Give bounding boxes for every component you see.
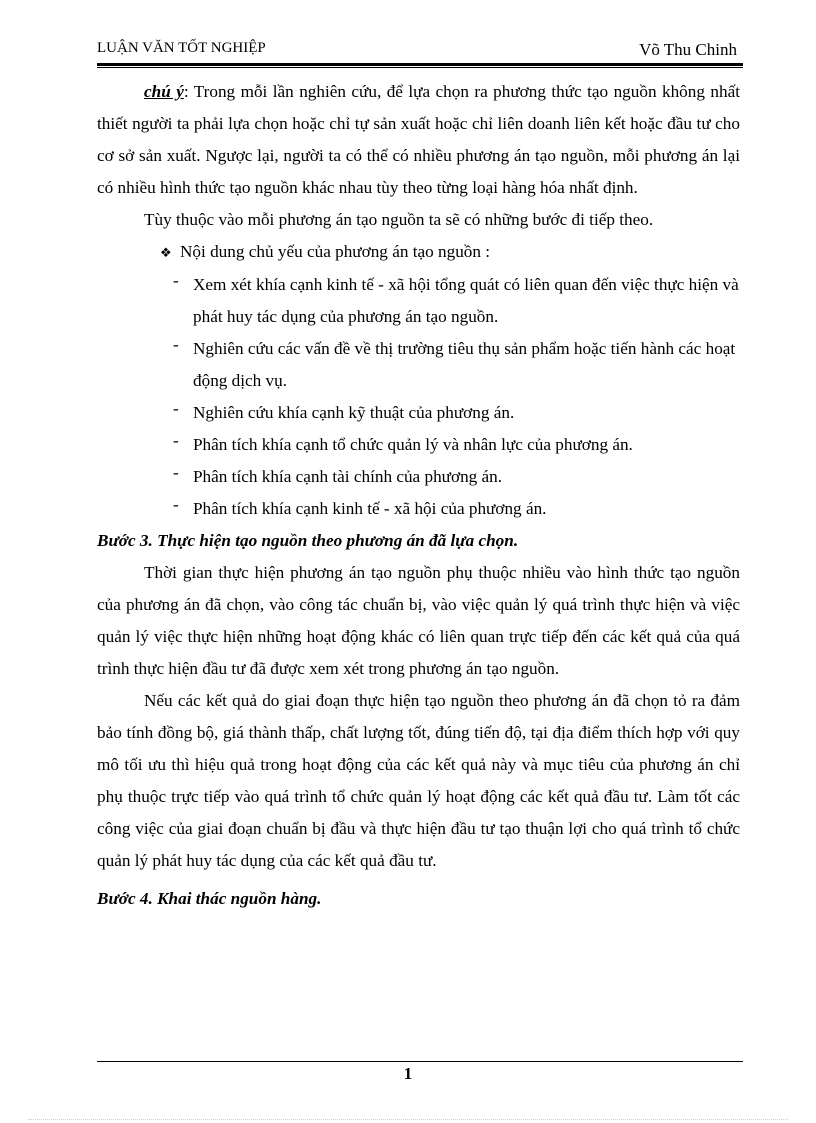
page-number: 1 — [403, 1064, 413, 1083]
dash-bullet-icon: - — [173, 495, 179, 514]
dash-bullet-icon: - — [173, 399, 179, 418]
list-item: - Phân tích khía cạnh kinh tế - xã hội của phương án. — [97, 493, 740, 525]
list-item: - Phân tích khía cạnh tổ chức quản lý và nhân lực của phương án. — [97, 429, 740, 461]
bullet-heading — [160, 236, 740, 269]
dash-bullet-icon: - — [173, 431, 179, 450]
list-item: - Xem xét khía cạnh kinh tế - xã hội tổng quát có liên quan đến việc thực hiện và phát huy tác dụng của phương án tạo nguồn. — [97, 269, 740, 333]
list-item: - Nghiên cứu khía cạnh kỹ thuật của phương án. — [97, 397, 740, 429]
step3-paragraph-2: Nếu các kết quả do giai đoạn thực hiện tạo nguồn theo phương án đã chọn tỏ ra đảm bảo tính đồng bộ, giá thành thấp, chất lượng tốt, đúng tiến độ, tại địa điểm thích hợp với quy mô tối ưu thì hiệu quả trong hoạt động của các kết quả này và mục tiêu của phương án chỉ phụ thuộc trực tiếp vào quá trình tổ chức quản lý hoạt động các kết quả đầu tư. Làm tốt các công việc của giai đoạn chuẩn bị đầu và thực hiện đầu tư tạo thuận lợi cho quá trình tổ chức quản lý phát huy tác dụng của các kết quả đầu tư. — [97, 691, 740, 870]
page-edge-divider — [28, 1119, 788, 1120]
header-author: Võ Thu Chinh — [639, 40, 737, 59]
list-item: - Nghiên cứu các vấn đề về thị trường tiêu thụ sản phẩm hoặc tiến hành các hoạt động dịch vụ. — [97, 333, 740, 397]
diamond-bullet-icon: ❖ — [160, 245, 172, 260]
page-header — [97, 40, 743, 62]
dash-bullet-icon: - — [173, 463, 179, 482]
bullet-heading-text: Nội dung chủ yếu của phương án tạo nguồn : — [180, 242, 491, 261]
depends-paragraph: Tùy thuộc vào mỗi phương án tạo nguồn ta sẽ có những bước đi tiếp theo. — [144, 210, 654, 229]
note-label: chú ý — [144, 82, 184, 101]
step3-heading: Bước 3. Thực hiện tạo nguồn theo phương án đã lựa chọn. — [97, 531, 519, 550]
header-rule-thick — [97, 63, 743, 66]
list-item: - Phân tích khía cạnh tài chính của phương án. — [97, 461, 740, 493]
header-thesis-title: LUẬN VĂN TỐT NGHIỆP — [97, 40, 266, 56]
dash-bullet-icon: - — [173, 335, 179, 354]
document-body — [97, 76, 740, 915]
step4-heading: Bước 4. Khai thác nguồn hàng. — [97, 889, 322, 908]
step3-paragraph-1: Thời gian thực hiện phương án tạo nguồn phụ thuộc nhiều vào hình thức tạo nguồn của phương án đã chọn, vào công tác chuẩn bị, vào việc quản lý quá trình thực hiện và việc quản lý việc thực hiện những hoạt động khác có liên quan trực tiếp đến các kết quả của quá trình thực hiện đầu tư đã được xem xét trong phương án tạo nguồn. — [97, 563, 740, 678]
header-rule-thin — [97, 67, 743, 68]
note-paragraph — [97, 76, 740, 204]
note-text: : Trong mỗi lần nghiên cứu, để lựa chọn ra phương thức tạo nguồn không nhất thiết người ta phải lựa chọn hoặc chỉ tự sản xuất hoặc chỉ liên doanh liên kết hoặc đầu tư cho cơ sở sản xuất. Ngược lại, người ta có thể có nhiều phương án tạo nguồn, mỗi phương án lại có nhiều hình thức tạo nguồn khác nhau tùy theo từng loại hàng hóa nhất định. — [97, 82, 740, 197]
dash-bullet-icon: - — [173, 271, 179, 290]
dash-list — [97, 269, 740, 525]
footer-rule — [97, 1061, 743, 1062]
